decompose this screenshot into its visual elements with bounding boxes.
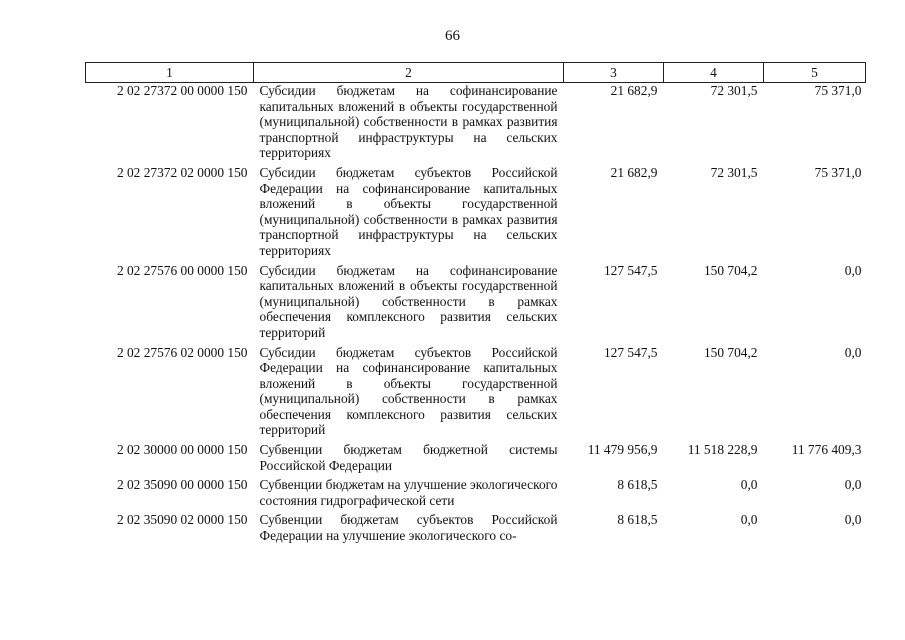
value-col4: 72 301,5 [710,83,758,98]
table-row [86,512,866,547]
value-col4: 0,0 [740,512,758,528]
page-number: 66 [445,28,460,44]
budget-description: Субвенции бюджетам на улучшение экологического состояния гидрографической сети [259,477,558,508]
budget-table [85,62,866,548]
budget-code: 2 02 27372 00 0000 150 [116,83,248,98]
table-row [86,263,866,345]
budget-code: 2 02 30000 00 0000 150 [116,442,248,458]
budget-description: Субвенции бюджетам бюджетной системы Российской Федерации [259,442,558,473]
table-row [86,477,866,512]
value-col3: 21 682,9 [610,83,658,98]
value-col4: 0,0 [740,477,758,493]
value-col3: 8 618,5 [617,477,658,493]
value-col5: 0,0 [844,344,862,360]
table-row [86,442,866,477]
value-col3: 127 547,5 [603,262,658,278]
column-header-5: 5 [764,63,866,83]
value-col5: 11 776 409,3 [791,442,862,458]
budget-code: 2 02 35090 00 0000 150 [116,477,248,493]
budget-code: 2 02 27576 00 0000 150 [116,262,248,278]
column-header-1: 1 [86,63,254,83]
budget-description: Субсидии бюджетам субъектов Российской Федерации на софинансирование капитальных вложений в объекты государственной (муниципальной) собственности в рамках развития транспортной инфраструктуры на сельских территориях [259,164,558,258]
value-col5: 0,0 [844,512,862,528]
budget-description: Субвенции бюджетам субъектов Российской Федерации на улучшение экологического со- [259,512,558,544]
table-header-row [86,63,866,83]
budget-description: Субсидии бюджетам субъектов Российской Федерации на софинансирование капитальных вложений в объекты государственной (муниципальной) собственности в рамках обеспечения комплексного развития сельских территорий [259,344,558,438]
budget-code: 2 02 27372 02 0000 150 [116,164,248,180]
column-header-3: 3 [564,63,664,83]
table-row [86,83,866,165]
table-row [86,165,866,263]
column-header-4: 4 [664,63,764,83]
table-row [86,345,866,443]
budget-code: 2 02 35090 02 0000 150 [116,512,248,528]
value-col3: 127 547,5 [603,344,658,360]
value-col3: 21 682,9 [610,164,658,180]
budget-code: 2 02 27576 02 0000 150 [116,344,248,360]
value-col4: 150 704,2 [703,262,758,278]
value-col3: 11 479 956,9 [587,442,658,458]
value-col4: 150 704,2 [703,344,758,360]
budget-description: Субсидии бюджетам на софинансирование капитальных вложений в объекты государственной (муниципальной) собственности в рамках развития транспортной инфраструктуры на сельских территориях [259,83,558,161]
value-col5: 0,0 [844,262,862,278]
value-col5: 0,0 [844,477,862,493]
column-header-2: 2 [254,63,564,83]
value-col5: 75 371,0 [814,164,862,180]
value-col4: 72 301,5 [710,164,758,180]
budget-description: Субсидии бюджетам на софинансирование капитальных вложений в объекты государственной (муниципальной) собственности в рамках обеспечения комплексного развития сельских территорий [259,262,558,340]
value-col5: 75 371,0 [814,83,862,98]
value-col4: 11 518 228,9 [687,442,758,458]
value-col3: 8 618,5 [617,512,658,528]
